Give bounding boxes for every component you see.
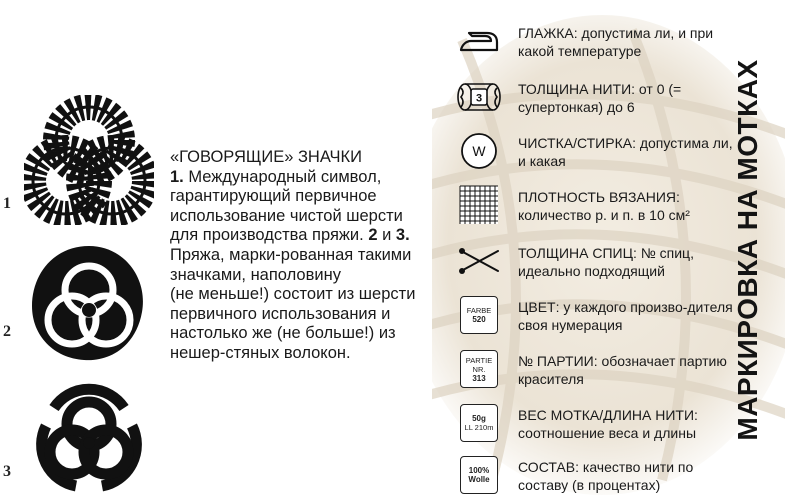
legend-text-composition: СОСТАВ: качество нити по составу (в процентах) [518,459,694,493]
weight-tag-line-2: LL 210m [464,423,494,432]
symbol-number-3: 3 [3,463,11,480]
needles-icon [456,238,502,284]
legend-text-ironing: ГЛАЖКА: допустима ли, и при какой температуре [518,25,714,59]
legend-row-color [432,292,732,348]
legend-text-needles: ТОЛЩИНА СПИЦ: № спиц, идеально подходящий [518,245,694,279]
label-legend-list [432,0,732,500]
legend-text-lot: № ПАРТИИ: обозначает партию красителя [518,353,727,387]
composition-tag-line-2: Wolle [468,475,490,484]
legend-text-color: ЦВЕТ: у каждого произво-дителя своя нумерация [518,299,733,333]
vertical-title: МАРКИРОВКА НА МОТКАХ [732,59,763,441]
description-num-3: 3. [395,226,410,245]
legend-row-weight [432,400,732,456]
description-num-2: 2 [368,226,378,245]
legend-text-weight: ВЕС МОТКА/ДЛИНА НИТИ: соотношение веса и длины [518,407,698,441]
symbol-number-1: 1 [3,195,11,212]
lot-tag-line-2: NR. [472,364,486,374]
color-tag-line-2: 520 [472,315,486,324]
lot-tag-icon [456,346,502,392]
description-text-and: и [377,226,396,245]
legend-row-composition [432,452,732,500]
yarn-thickness-icon-label: 3 [475,92,483,105]
description-heading: «ГОВОРЯЩИЕ» ЗНАЧКИ [170,148,363,166]
description-num-1: 1. [170,167,184,186]
legend-row-gauge [432,182,732,238]
legend-text-yarn-thickness: ТОЛЩИНА НИТИ: от 0 (= супертонкая) до 6 [518,81,682,115]
weight-tag-icon [456,400,502,446]
legend-row-yarn-thickness [432,74,732,130]
legend-row-ironing [432,18,732,74]
color-tag-icon [456,292,502,338]
dry-clean-icon [456,128,502,174]
description-body [170,168,425,286]
description-text-b: Пряжа, марки-рованная такими значками, наполовину [170,245,412,284]
woolmark-blend-symbol-3 [24,368,154,498]
weight-tag-line-1: 50g [472,414,486,423]
woolmark-symbol-1 [24,95,154,225]
legend-text-gauge: ПЛОТНОСТЬ ВЯЗАНИЯ: количество р. и п. в 10 см² [518,189,690,223]
color-tag-line-1: FARBE [466,306,492,315]
description-text-a: Международный символ, гарантирующий первичное использование чистой шерсти для производства пряжи. [170,167,403,245]
dry-clean-icon-label: W [472,143,486,159]
symbol-number-2: 2 [3,323,11,340]
lot-tag-line-3: 313 [472,373,486,383]
legend-text-cleaning: ЧИСТКА/СТИРКА: допустима ли, и какая [518,135,733,169]
legend-row-needles [432,238,732,294]
lot-tag-line-1: PARTIE [465,355,493,365]
gauge-grid-icon [456,182,502,228]
iron-icon [456,18,502,64]
legend-row-cleaning [432,128,732,184]
legend-row-lot [432,346,732,402]
composition-tag-icon [456,452,502,498]
symbols-description [170,148,425,364]
description-body-2: (не меньше!) состоит из шерсти первичного использования и настолько же (не больше!) из нешер-стяных волокон. [170,285,416,362]
composition-tag-line-1: 100% [468,466,490,475]
yarn-thickness-icon [456,74,502,120]
woolmark-blend-symbol-2 [24,238,154,368]
